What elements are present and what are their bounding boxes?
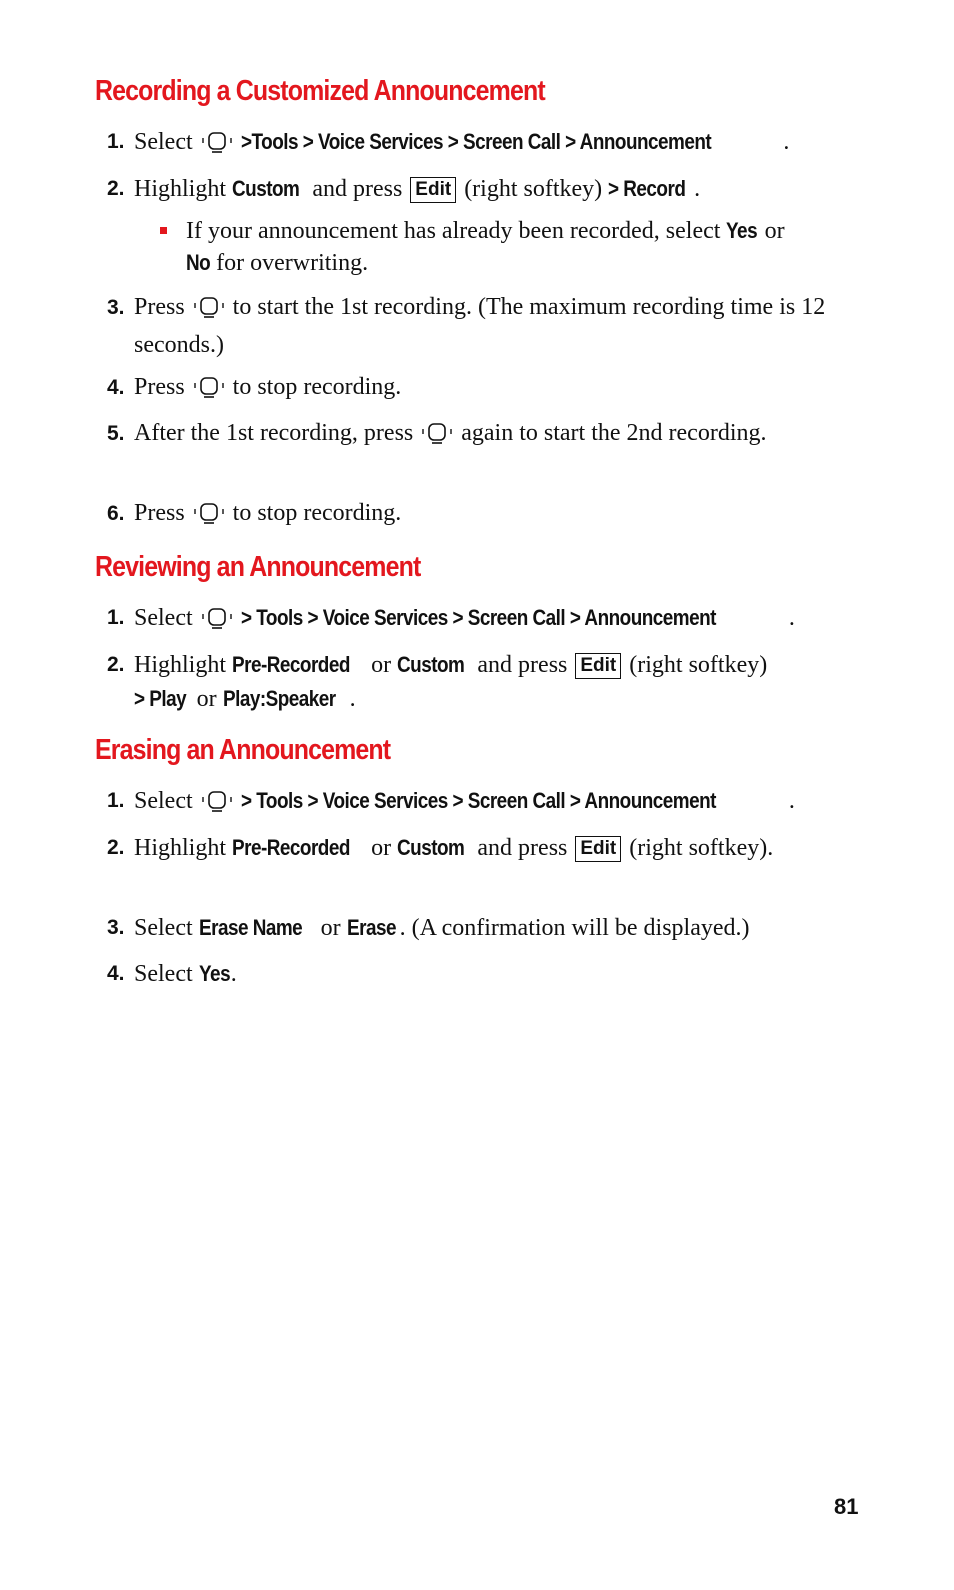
- menu-option: > Record: [608, 176, 686, 201]
- softkey-label: Edit: [575, 836, 621, 862]
- step-text-part: .: [694, 176, 701, 202]
- step: [107, 172, 827, 206]
- menu-key-icon: [193, 295, 225, 329]
- step-text-part: .: [783, 129, 790, 155]
- step-text-part: and press: [477, 652, 568, 678]
- step-number: 1.: [107, 606, 125, 629]
- step-text-part: to stop recording.: [232, 374, 402, 400]
- menu-key-icon: [201, 130, 233, 164]
- step-text: [134, 601, 827, 640]
- step-text-part: or: [371, 835, 392, 861]
- menu-key-icon: [193, 501, 225, 535]
- step-text-part: Select: [134, 915, 193, 941]
- step-number: 4.: [107, 376, 125, 399]
- step-text-part: Highlight: [134, 176, 227, 202]
- softkey-label: Edit: [575, 653, 621, 679]
- step-text-part: Highlight: [134, 835, 227, 861]
- step-number: 2.: [107, 653, 125, 676]
- step-text-part: .: [349, 686, 356, 712]
- step-number: 2.: [107, 836, 125, 859]
- menu-option: Custom: [397, 652, 465, 677]
- step-text-part: Press: [134, 294, 185, 320]
- step-text-part: .: [788, 788, 795, 814]
- menu-path: > Tools > Voice Services > Screen Call > Announcement: [240, 605, 716, 630]
- step-text-part: (right softkey): [464, 176, 603, 202]
- softkey-label: Edit: [410, 177, 456, 203]
- menu-key-icon: [201, 789, 233, 823]
- step-text-part: or: [196, 686, 217, 712]
- step-text: [134, 831, 827, 865]
- step: [107, 497, 827, 535]
- section-title-reviewing: Reviewing an Announcement: [95, 551, 421, 583]
- step-text-part: or: [320, 915, 341, 941]
- bullet-square-icon: [160, 227, 167, 234]
- step-number: 1.: [107, 130, 125, 153]
- step-text: [134, 957, 827, 991]
- step: [107, 125, 827, 164]
- step-text-part: . (A confirmation will be displayed.): [399, 915, 750, 941]
- menu-path: >Tools > Voice Services > Screen Call > Announcement: [240, 129, 711, 154]
- step-number: 3.: [107, 296, 125, 319]
- step-text: [134, 417, 827, 455]
- menu-option: Erase: [346, 915, 396, 940]
- step-text: [134, 125, 827, 164]
- menu-option: Erase Name: [198, 915, 302, 940]
- step-text: [134, 497, 827, 535]
- step: [107, 957, 827, 991]
- step-text-part: Highlight: [134, 652, 227, 678]
- step: [107, 417, 827, 455]
- step-text-part: Select: [134, 961, 193, 987]
- bullet-text-part: for overwriting.: [216, 250, 369, 276]
- menu-key-icon: [421, 421, 453, 455]
- step: [107, 601, 827, 640]
- step-number: 3.: [107, 916, 125, 939]
- step-text-part: Select: [134, 605, 193, 631]
- menu-key-icon: [201, 606, 233, 640]
- menu-option: No: [186, 250, 211, 275]
- step-text-part: (right softkey).: [629, 835, 774, 861]
- step-text-part: Press: [134, 374, 185, 400]
- menu-option: Play:Speaker: [222, 686, 336, 711]
- step: [107, 648, 827, 716]
- step-text-part: .: [788, 605, 795, 631]
- step-text-part: and press: [477, 835, 568, 861]
- menu-option: > Play: [134, 686, 187, 711]
- step-number: 1.: [107, 789, 125, 812]
- step-number: 4.: [107, 962, 125, 985]
- bullet-note: [160, 215, 810, 279]
- menu-option: Yes: [198, 961, 230, 986]
- step: [107, 911, 827, 945]
- step: [107, 784, 827, 823]
- section-title-erasing: Erasing an Announcement: [95, 734, 391, 766]
- step-text-part: After the 1st recording, press: [134, 420, 414, 446]
- menu-option: Pre-Recorded: [232, 652, 350, 677]
- step-text: [134, 784, 827, 823]
- step: [107, 291, 827, 362]
- step-text-part: (right softkey): [629, 652, 768, 678]
- bullet-text: [186, 215, 810, 279]
- bullet-text-part: or: [764, 218, 785, 244]
- step-number: 5.: [107, 422, 125, 445]
- step-text-part: and press: [312, 176, 403, 202]
- step-text: [134, 172, 827, 206]
- step-text: [134, 911, 827, 945]
- step-text-part: Select: [134, 788, 193, 814]
- step-text: [134, 371, 827, 409]
- menu-option: Pre-Recorded: [232, 835, 350, 860]
- menu-path: > Tools > Voice Services > Screen Call > Announcement: [240, 788, 716, 813]
- step-number: 2.: [107, 177, 125, 200]
- step-text-part: to stop recording.: [232, 500, 402, 526]
- step-text-part: again to start the 2nd recording.: [461, 420, 767, 446]
- menu-option: Custom: [397, 835, 465, 860]
- page-number: 81: [834, 1494, 859, 1519]
- step-text-part: Select: [134, 129, 193, 155]
- menu-key-icon: [193, 375, 225, 409]
- step-text-part: Press: [134, 500, 185, 526]
- section-title-recording: Recording a Customized Announcement: [95, 75, 545, 107]
- step: [107, 371, 827, 409]
- step-text-part: .: [230, 961, 237, 987]
- step-text-part: to start the 1st recording. (The maximum recording time is 12 seconds.): [134, 294, 826, 358]
- menu-option: Yes: [726, 218, 758, 243]
- menu-option: Custom: [232, 176, 300, 201]
- step-text: [134, 291, 827, 362]
- step-text-part: or: [371, 652, 392, 678]
- step-text: [134, 648, 827, 716]
- step: [107, 831, 827, 865]
- bullet-text-part: If your announcement has already been recorded, select: [186, 218, 721, 244]
- step-number: 6.: [107, 502, 125, 525]
